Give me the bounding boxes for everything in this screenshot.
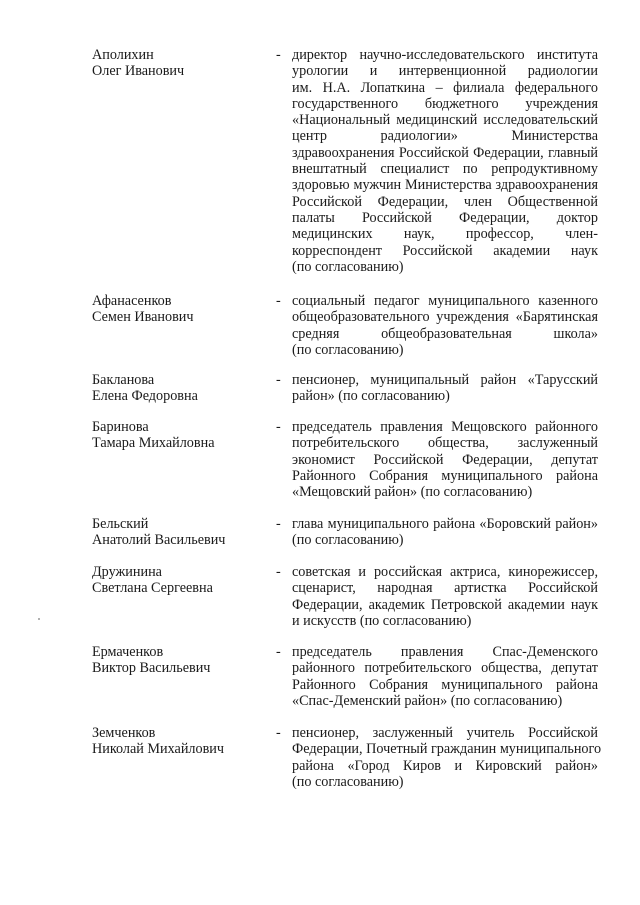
description-line: Федерации, Почетный гражданин муниципального [292,741,602,758]
separator-dash: - [276,372,281,388]
member-surname: Баринова [92,419,149,435]
description-line: председатель правления Спас-Деменского [292,644,598,660]
description-line: район» (по согласованию) [292,388,450,405]
description-line: Российской Федерации, член Общественной [292,193,598,210]
description-line: Федерации, академик Петровской академии наук [292,596,598,613]
description-line: урологии и интервенционной радиологии [292,63,598,80]
description-line: (по согласованию) [292,341,404,358]
member-name [92,516,262,549]
description-line: им. Н.А. Лопаткина – филиала федерального [292,79,598,96]
description-line: государственного бюджетного учреждения [292,95,598,112]
description-line: «Национальный медицинский исследовательский [292,112,598,129]
member-given-names: Николай Михайлович [92,741,225,758]
description-line: средняя общеобразовательная школа» [292,325,598,342]
member-given-names: Светлана Сергеевна [92,580,213,597]
description-line: советская и российская актриса, кинорежиссер, [292,564,598,580]
member-description [292,293,598,358]
member-name [92,564,262,597]
description-line: Районного Собрания муниципального района [292,676,598,693]
separator-dash: - [276,516,281,532]
member-name [92,293,262,326]
description-line: здоровью мужчин Министерства здравоохранения [292,177,598,194]
member-name [92,372,262,405]
description-line: экономист Российской Федерации, депутат [292,451,598,468]
description-line: (по согласованию) [292,773,404,790]
member-name [92,644,262,677]
member-description [292,725,602,790]
member-description [292,47,598,275]
description-line: (по согласованию) [292,258,404,275]
description-line: глава муниципального района «Боровский район» [292,516,598,532]
member-given-names: Тамара Михайловна [92,435,215,452]
member-description [292,564,598,629]
description-line: районного потребительского общества, депутат [292,660,598,677]
description-line: Районного Собрания муниципального района [292,467,598,484]
description-line: сценарист, народная артистка Российской [292,580,598,597]
description-line: пенсионер, муниципальный район «Тарусский [292,372,598,388]
member-surname: Афанасенков [92,293,172,309]
description-line: «Мещовский район» (по согласованию) [292,484,533,501]
description-line: «Спас-Деменский район» (по согласованию) [292,692,563,709]
description-line: и искусств (по согласованию) [292,612,472,629]
separator-dash: - [276,419,281,435]
member-name [92,725,262,758]
member-given-names: Анатолий Васильевич [92,532,226,549]
description-line: пенсионер, заслуженный учитель Российской [292,725,598,741]
description-line: общеобразовательного учреждения «Барятинская [292,309,598,326]
description-line: директор научно-исследовательского института [292,47,598,63]
description-line: потребительского общества, заслуженный [292,435,598,452]
description-line: внештатный специалист по репродуктивному [292,161,598,178]
description-line: района «Город Киров и Кировский район» [292,757,598,774]
separator-dash: - [276,564,281,580]
description-line: социальный педагог муниципального казенного [292,293,598,309]
description-line: председатель правления Мещовского районного [292,419,598,435]
member-description [292,516,598,549]
member-given-names: Виктор Васильевич [92,660,211,677]
member-surname: Ермаченков [92,644,164,660]
member-given-names: Олег Иванович [92,63,185,80]
description-line: палаты Российской Федерации, доктор [292,209,598,226]
member-description [292,644,598,709]
separator-dash: - [276,725,281,741]
separator-dash: - [276,47,281,63]
description-line: медицинских наук, профессор, член- [292,226,598,243]
description-line: корреспондент Российской академии наук [292,242,598,259]
description-line: (по согласованию) [292,532,404,549]
member-description [292,419,598,500]
description-line: центр радиологии» Министерства [292,128,598,145]
member-description [292,372,598,405]
member-name [92,419,262,452]
member-surname: Бакланова [92,372,155,388]
description-line: здравоохранения Российской Федерации, главный [292,144,598,161]
separator-dash: - [276,644,281,660]
member-given-names: Елена Федоровна [92,388,198,405]
scan-speck [38,618,40,620]
member-surname: Дружинина [92,564,162,580]
separator-dash: - [276,293,281,309]
member-surname: Земченков [92,725,156,741]
member-name [92,47,262,80]
member-surname: Бельский [92,516,149,532]
member-given-names: Семен Иванович [92,309,194,326]
member-surname: Аполихин [92,47,154,63]
